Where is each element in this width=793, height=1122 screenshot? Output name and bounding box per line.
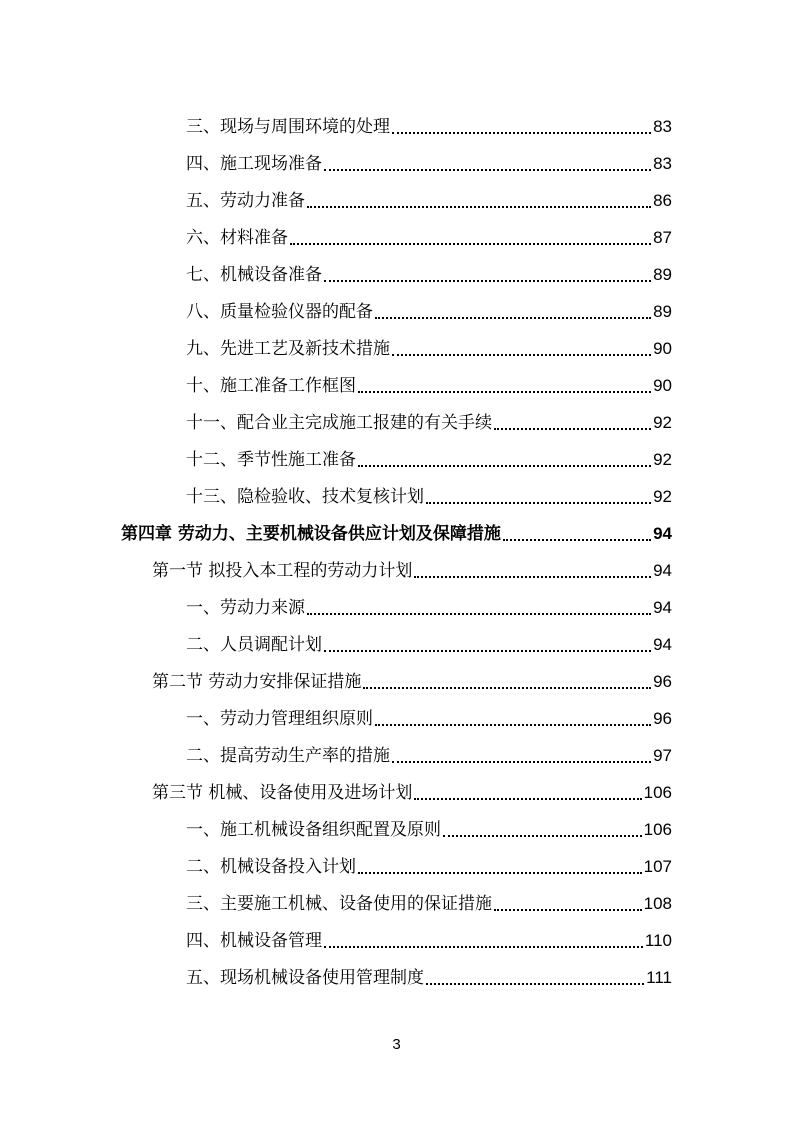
toc-entry[interactable] [186, 841, 672, 878]
toc-entry-page: 89 [653, 302, 672, 321]
toc-entry-title: 三、主要施工机械、设备使用的保证措施 [186, 894, 492, 914]
toc-entry-page: 92 [653, 413, 672, 432]
toc-entry[interactable] [186, 286, 672, 323]
toc-entry[interactable] [186, 323, 672, 360]
toc-entry-page: 96 [653, 709, 672, 728]
dot-leader [290, 229, 651, 245]
toc-entry-page: 94 [653, 635, 672, 654]
toc-entry[interactable] [186, 878, 672, 915]
toc-entry-page: 86 [653, 191, 672, 210]
toc-section-entry[interactable] [152, 545, 672, 582]
toc-entry-page: 94 [653, 598, 672, 617]
dot-leader [392, 118, 651, 134]
toc-entry[interactable] [186, 804, 672, 841]
dot-leader [414, 562, 651, 578]
toc-entry[interactable] [186, 249, 672, 286]
dot-leader [392, 747, 651, 763]
toc-entry[interactable] [186, 915, 672, 952]
toc-entry-page: 110 [644, 931, 672, 950]
toc-entry-title: 二、提高劳动生产率的措施 [186, 746, 390, 766]
toc-entry[interactable] [186, 952, 672, 989]
toc-entry-page: 89 [653, 265, 672, 284]
dot-leader [358, 451, 651, 467]
toc-entry[interactable] [186, 619, 672, 656]
toc-entry[interactable] [186, 360, 672, 397]
toc-entry[interactable] [186, 212, 672, 249]
toc-entry-title: 七、机械设备准备 [186, 265, 322, 285]
toc-entry-title: 一、施工机械设备组织配置及原则 [186, 820, 441, 840]
toc-chapter-entry[interactable] [121, 508, 672, 545]
toc-entry-title: 四、机械设备管理 [186, 931, 322, 951]
toc-entry-title: 十一、配合业主完成施工报建的有关手续 [186, 413, 492, 433]
dot-leader [392, 340, 651, 356]
toc-entry-title: 第二节 劳动力安排保证措施 [152, 672, 362, 692]
toc-entry-title: 三、现场与周围环境的处理 [186, 117, 390, 137]
toc-entry-title: 六、材料准备 [186, 228, 288, 248]
toc-entry-page: 87 [653, 228, 672, 247]
toc-entry-page: 96 [653, 672, 672, 691]
toc-entry[interactable] [186, 138, 672, 175]
dot-leader [307, 599, 651, 615]
toc-entry[interactable] [186, 434, 672, 471]
dot-leader [503, 525, 651, 541]
dot-leader [443, 821, 642, 837]
toc-entry-page: 92 [653, 487, 672, 506]
toc-entry-title: 十、施工准备工作框图 [186, 376, 356, 396]
dot-leader [358, 377, 651, 393]
toc-entry-title: 十三、隐检验收、技术复核计划 [186, 487, 424, 507]
toc-entry-page: 107 [643, 857, 672, 876]
toc-entry-title: 一、劳动力来源 [186, 598, 305, 618]
dot-leader [426, 488, 651, 504]
toc-entry[interactable] [186, 175, 672, 212]
toc-entry-page: 111 [646, 968, 672, 987]
toc-entry-title: 八、质量检验仪器的配备 [186, 302, 373, 322]
toc-entry-page: 94 [653, 561, 672, 580]
dot-leader [324, 155, 651, 171]
toc-entry-page: 94 [653, 524, 672, 543]
toc-entry-title: 五、现场机械设备使用管理制度 [186, 968, 424, 988]
toc-entry[interactable] [186, 582, 672, 619]
toc-entry-title: 二、机械设备投入计划 [186, 857, 356, 877]
page-number: 3 [392, 1036, 401, 1053]
toc-entry-title: 第四章 劳动力、主要机械设备供应计划及保障措施 [121, 524, 501, 544]
dot-leader [426, 969, 644, 985]
toc-entry-page: 106 [643, 820, 672, 839]
toc-entry-title: 九、先进工艺及新技术措施 [186, 339, 390, 359]
toc-entry[interactable] [186, 730, 672, 767]
dot-leader [375, 303, 651, 319]
toc-entry-page: 92 [653, 450, 672, 469]
toc-entry-page: 106 [643, 783, 672, 802]
dot-leader [307, 192, 651, 208]
dot-leader [324, 266, 651, 282]
dot-leader [363, 673, 651, 689]
toc-entry-page: 90 [653, 376, 672, 395]
toc-entry-page: 83 [653, 154, 672, 173]
dot-leader [324, 932, 643, 948]
toc-entry-page: 97 [653, 746, 672, 765]
dot-leader [494, 895, 642, 911]
toc-entry-title: 四、施工现场准备 [186, 154, 322, 174]
toc-section-entry[interactable] [152, 656, 672, 693]
toc-entry-page: 83 [653, 117, 672, 136]
toc-entry[interactable] [186, 101, 672, 138]
dot-leader [494, 414, 651, 430]
dot-leader [414, 784, 641, 800]
toc-entry-title: 第一节 拟投入本工程的劳动力计划 [152, 561, 413, 581]
toc-section-entry[interactable] [152, 767, 672, 804]
toc-entry-title: 五、劳动力准备 [186, 191, 305, 211]
toc-entry-title: 第三节 机械、设备使用及进场计划 [152, 783, 413, 803]
toc-entry-title: 二、人员调配计划 [186, 635, 322, 655]
toc-entry-page: 90 [653, 339, 672, 358]
toc-entry-page: 108 [643, 894, 672, 913]
dot-leader [375, 710, 651, 726]
toc-entry-title: 十二、季节性施工准备 [186, 450, 356, 470]
dot-leader [358, 858, 642, 874]
toc-entry[interactable] [186, 397, 672, 434]
toc-entry[interactable] [186, 693, 672, 730]
toc-entry-title: 一、劳动力管理组织原则 [186, 709, 373, 729]
toc-entry[interactable] [186, 471, 672, 508]
dot-leader [324, 636, 651, 652]
